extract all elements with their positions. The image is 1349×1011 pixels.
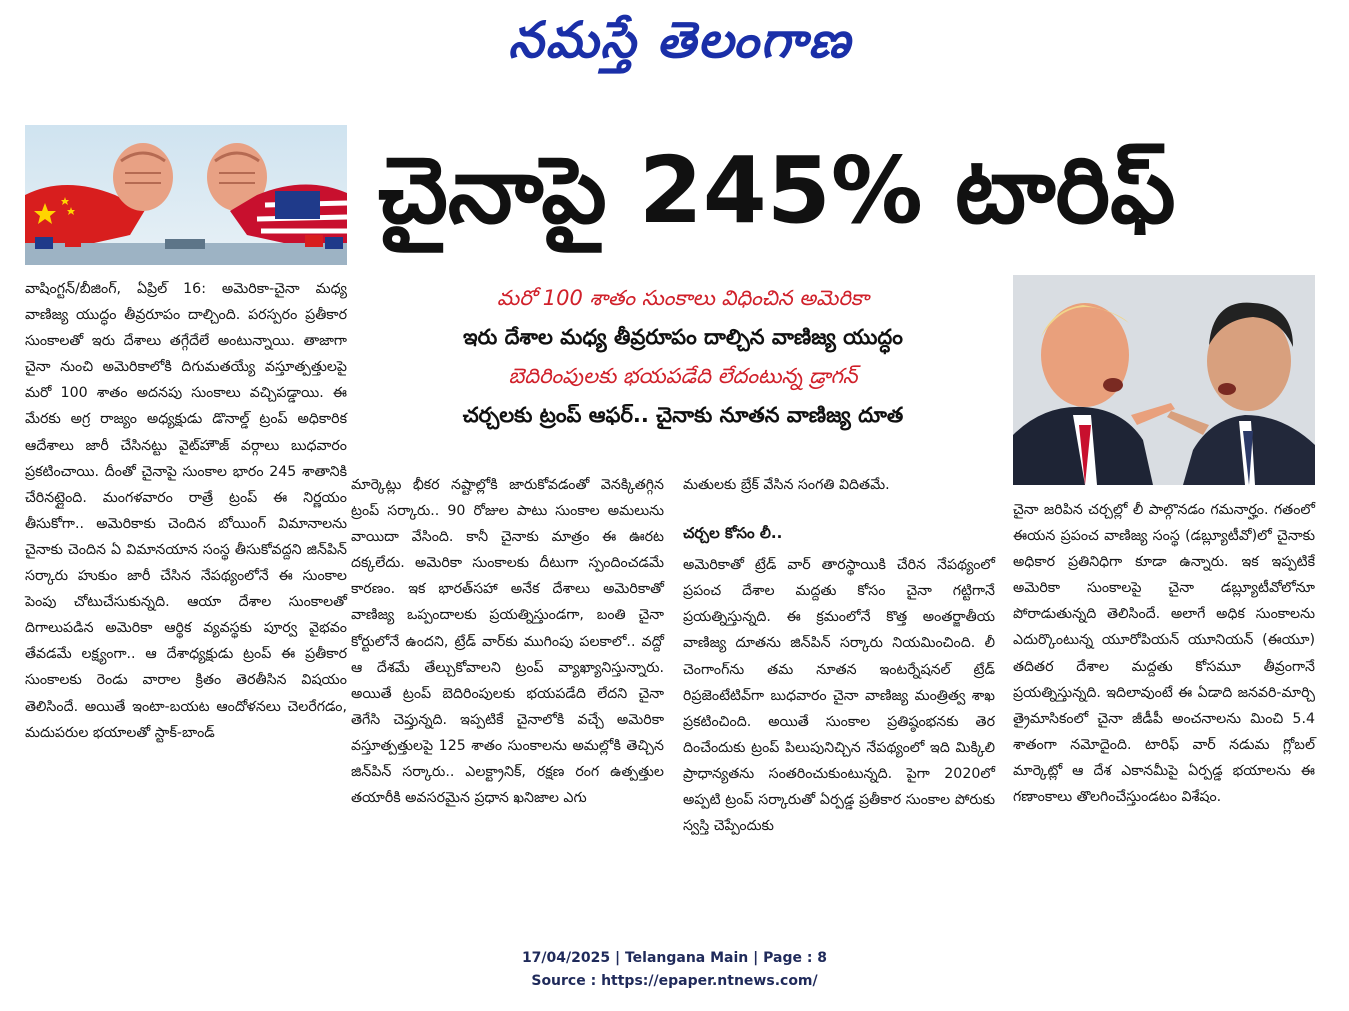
footer-date-page: 17/04/2025 | Telangana Main | Page : 8 <box>521 950 828 966</box>
masthead-logo: నమస్తే తెలంగాణ <box>508 10 852 69</box>
article-column-1 <box>25 276 347 746</box>
subhead-1: మరో 100 శాతం సుంకాలు విధించిన అమెరికా <box>497 286 869 310</box>
headline: చైనాపై 245% టారిఫ్ <box>378 137 1176 244</box>
article-paragraph: మతులకు బ్రేక్ వేసిన సంగతి విదితమే. <box>683 477 890 493</box>
subheadings <box>368 283 998 439</box>
subhead-3: బెదిరింపులకు భయపడేది లేదంటున్న డ్రాగన్ <box>508 364 858 388</box>
fists-flags-illustration <box>25 125 347 265</box>
article-paragraph: చైనా జరిపిన చర్చల్లో లీ పాల్గొనడం గమనార్హం. గతంలో ఈయన ప్రపంచ వాణిజ్య సంస్థ (డబ్ల్యూటీవో)లో చైనాకు అధికార ప్రతినిధిగా కూడా ఉన్నారు. ఇక ఇప్పటికే అమెరికా సుంకాలపై చైనా డబ్ల్యూటీవోలోనూ పోరాడుతున్నది తెలిసిందే. అలాగే అధిక సుంకాలను ఎదుర్కొంటున్న యూరోపియన్ యూనియన్ (ఈయూ) తదితర దేశాల మద్దతు కోసమూ తీవ్రంగానే ప్రయత్నిస్తున్నది. ఇదిలావుంటే ఈ ఏడాది జనవరి-మార్చి త్రైమాసికంలో చైనా జీడీపీ అంచనాలను మించి 5.4 శాతంగా నమోదైంది. టారిఫ్ వార్ నడుమ గ్లోబల్ మార్కెట్లో ఆ దేశ ఎకానమీపై ఏర్పడ్డ భయాలను ఈ గణాంకాలు తొలగించేస్తుండటం విశేషం. <box>1013 502 1315 806</box>
article-column-3 <box>683 472 995 839</box>
article-paragraph: అమెరికాతో ట్రేడ్ వార్ తారస్థాయికి చేరిన నేపథ్యంలో ప్రపంచ దేశాల మద్దతు కోసం చైనా గట్టిగానే ప్రయత్నిస్తున్నది. ఈ క్రమంలోనే కొత్త అంతర్జాతీయ వాణిజ్య దూతను జిన్‌పిన్ సర్కారు నియమించింది. లీ చెంగాంగ్‌ను తమ నూతన ఇంటర్నేషనల్ ట్రేడ్ రిప్రజెంటేటివ్‌గా బుధవారం చైనా వాణిజ్య మంత్రిత్వ శాఖ ప్రకటించింది. అయితే సుంకాల ప్రతిష్ఠంభనకు తెర దించేందుకు ట్రంప్ పిలుపునిచ్చిన నేపథ్యంలో ఇది మిక్కిలి ప్రాధాన్యతను సంతరించుకుంటున్నది. పైగా 2020లో అప్పటి ట్రంప్ సర్కారుతో ఏర్పడ్డ ప్రతీకార సుంకాల పోరుకు స్వస్తి చెప్పేందుకు <box>683 557 995 835</box>
article-paragraph: మార్కెట్లు భీకర నష్టాల్లోకి జారుకోవడంతో వెనక్కితగ్గిన ట్రంప్ సర్కారు.. 90 రోజుల పాటు సుంకాల అమలును వాయిదా వేసింది. కానీ చైనాకు మాత్రం ఈ ఊరట దక్కలేదు. అమెరికా సుంకాలకు దీటుగా స్పందించడమే కారణం. ఇక భారత్‌సహా అనేక దేశాలు అమెరికాతో వాణిజ్య ఒప్పందాలకు ప్రయత్నిస్తుండగా, బంతి చైనా కోర్టులోనే ఉందని, ట్రేడ్ వార్‌కు ముగింపు పలకాలో.. వద్దో ఆ దేశమే తేల్చుకోవాలని ట్రంప్ వ్యాఖ్యానిస్తున్నారు. అయితే ట్రంప్ బెదిరింపులకు భయపడేది లేదని చైనా తెగేసి చెప్తున్నది. ఇప్పటికే చైనాలోకి వచ్చే అమెరికా వస్తూత్పత్తులపై 125 శాతం సుంకాలను అమల్లోకి తెచ్చిన జిన్‌పిన్ సర్కారు.. ఎలక్ట్రానిక్, రక్షణ రంగ ఉత్పత్తుల తయారీకి అవసరమైన ప్రధాన ఖనిజాల ఎగు <box>351 477 664 807</box>
trump-xi-photo <box>1013 275 1315 485</box>
article-column-4 <box>1013 497 1315 810</box>
subhead-4: చర్చలకు ట్రంప్ ఆఫర్.. చైనాకు నూతన వాణిజ్య దూత <box>462 403 904 427</box>
subhead-2: ఇరు దేశాల మధ్య తీవ్రరూపం దాల్చిన వాణిజ్య యుద్ధం <box>463 325 903 349</box>
article-column-2 <box>351 472 664 811</box>
footer-source-link[interactable]: Source : https://epaper.ntnews.com/ <box>531 973 818 989</box>
trump-xi-svg <box>1013 275 1315 485</box>
section-heading: చర్చల కోసం లీ.. <box>683 524 783 543</box>
article-paragraph: వాషింగ్టన్/బీజింగ్, ఏప్రిల్ 16: అమెరికా-చైనా మధ్య వాణిజ్య యుద్ధం తీవ్రరూపం దాల్చింది. పరస్పరం ప్రతీకార సుంకాలతో ఇరు దేశాలు తగ్గేదేలే అంటున్నాయి. తాజాగా చైనా నుంచి అమెరికాలోకి దిగుమతయ్యే వస్తూత్పత్తులపై మరో 100 శాతం అదనపు సుంకాలు వచ్చిపడ్డాయి. ఈ మేరకు అగ్ర రాజ్యం అధ్యక్షుడు డొనాల్డ్ ట్రంప్ అధికారిక ఆదేశాలు జారీ చేసినట్టు వైట్‌హౌజ్ వర్గాలు బుధవారం ప్రకటించాయి. దీంతో చైనాపై సుంకాల భారం 245 శాతానికి చేరినట్లైంది. మంగళవారం రాత్రే ట్రంప్ ఈ నిర్ణయం తీసుకోగా.. అమెరికాకు చెందిన బోయింగ్ విమానాలను చైనాకు చెందిన ఏ విమానయాన సంస్థ తీసుకోవద్దని జిన్‌పిన్ సర్కారు హుకుం జారీ చేసిన నేపథ్యంలోనే ఈ సుంకాల పెంపు చోటుచేసుకున్నది. ఆయా దేశాల సుంకాలతో దిగాలుపడిన అమెరికా ఆర్థిక వ్యవస్థకు పూర్వ వైభవం తేవడమే లక్ష్యంగా.. ఆ దేశాధ్యక్షుడు ట్రంప్ ఈ ప్రతీకార సుంకాలకు రెండు వారాల క్రితం తెరతీసిన విషయం తెలిసిందే. అయితే ఇంటా-బయట ఆందోళనలు చెలరేగడం, మదుపరుల భయాలతో స్టాక్-బాండ్ <box>25 281 347 741</box>
fists-flags-svg <box>25 125 347 265</box>
